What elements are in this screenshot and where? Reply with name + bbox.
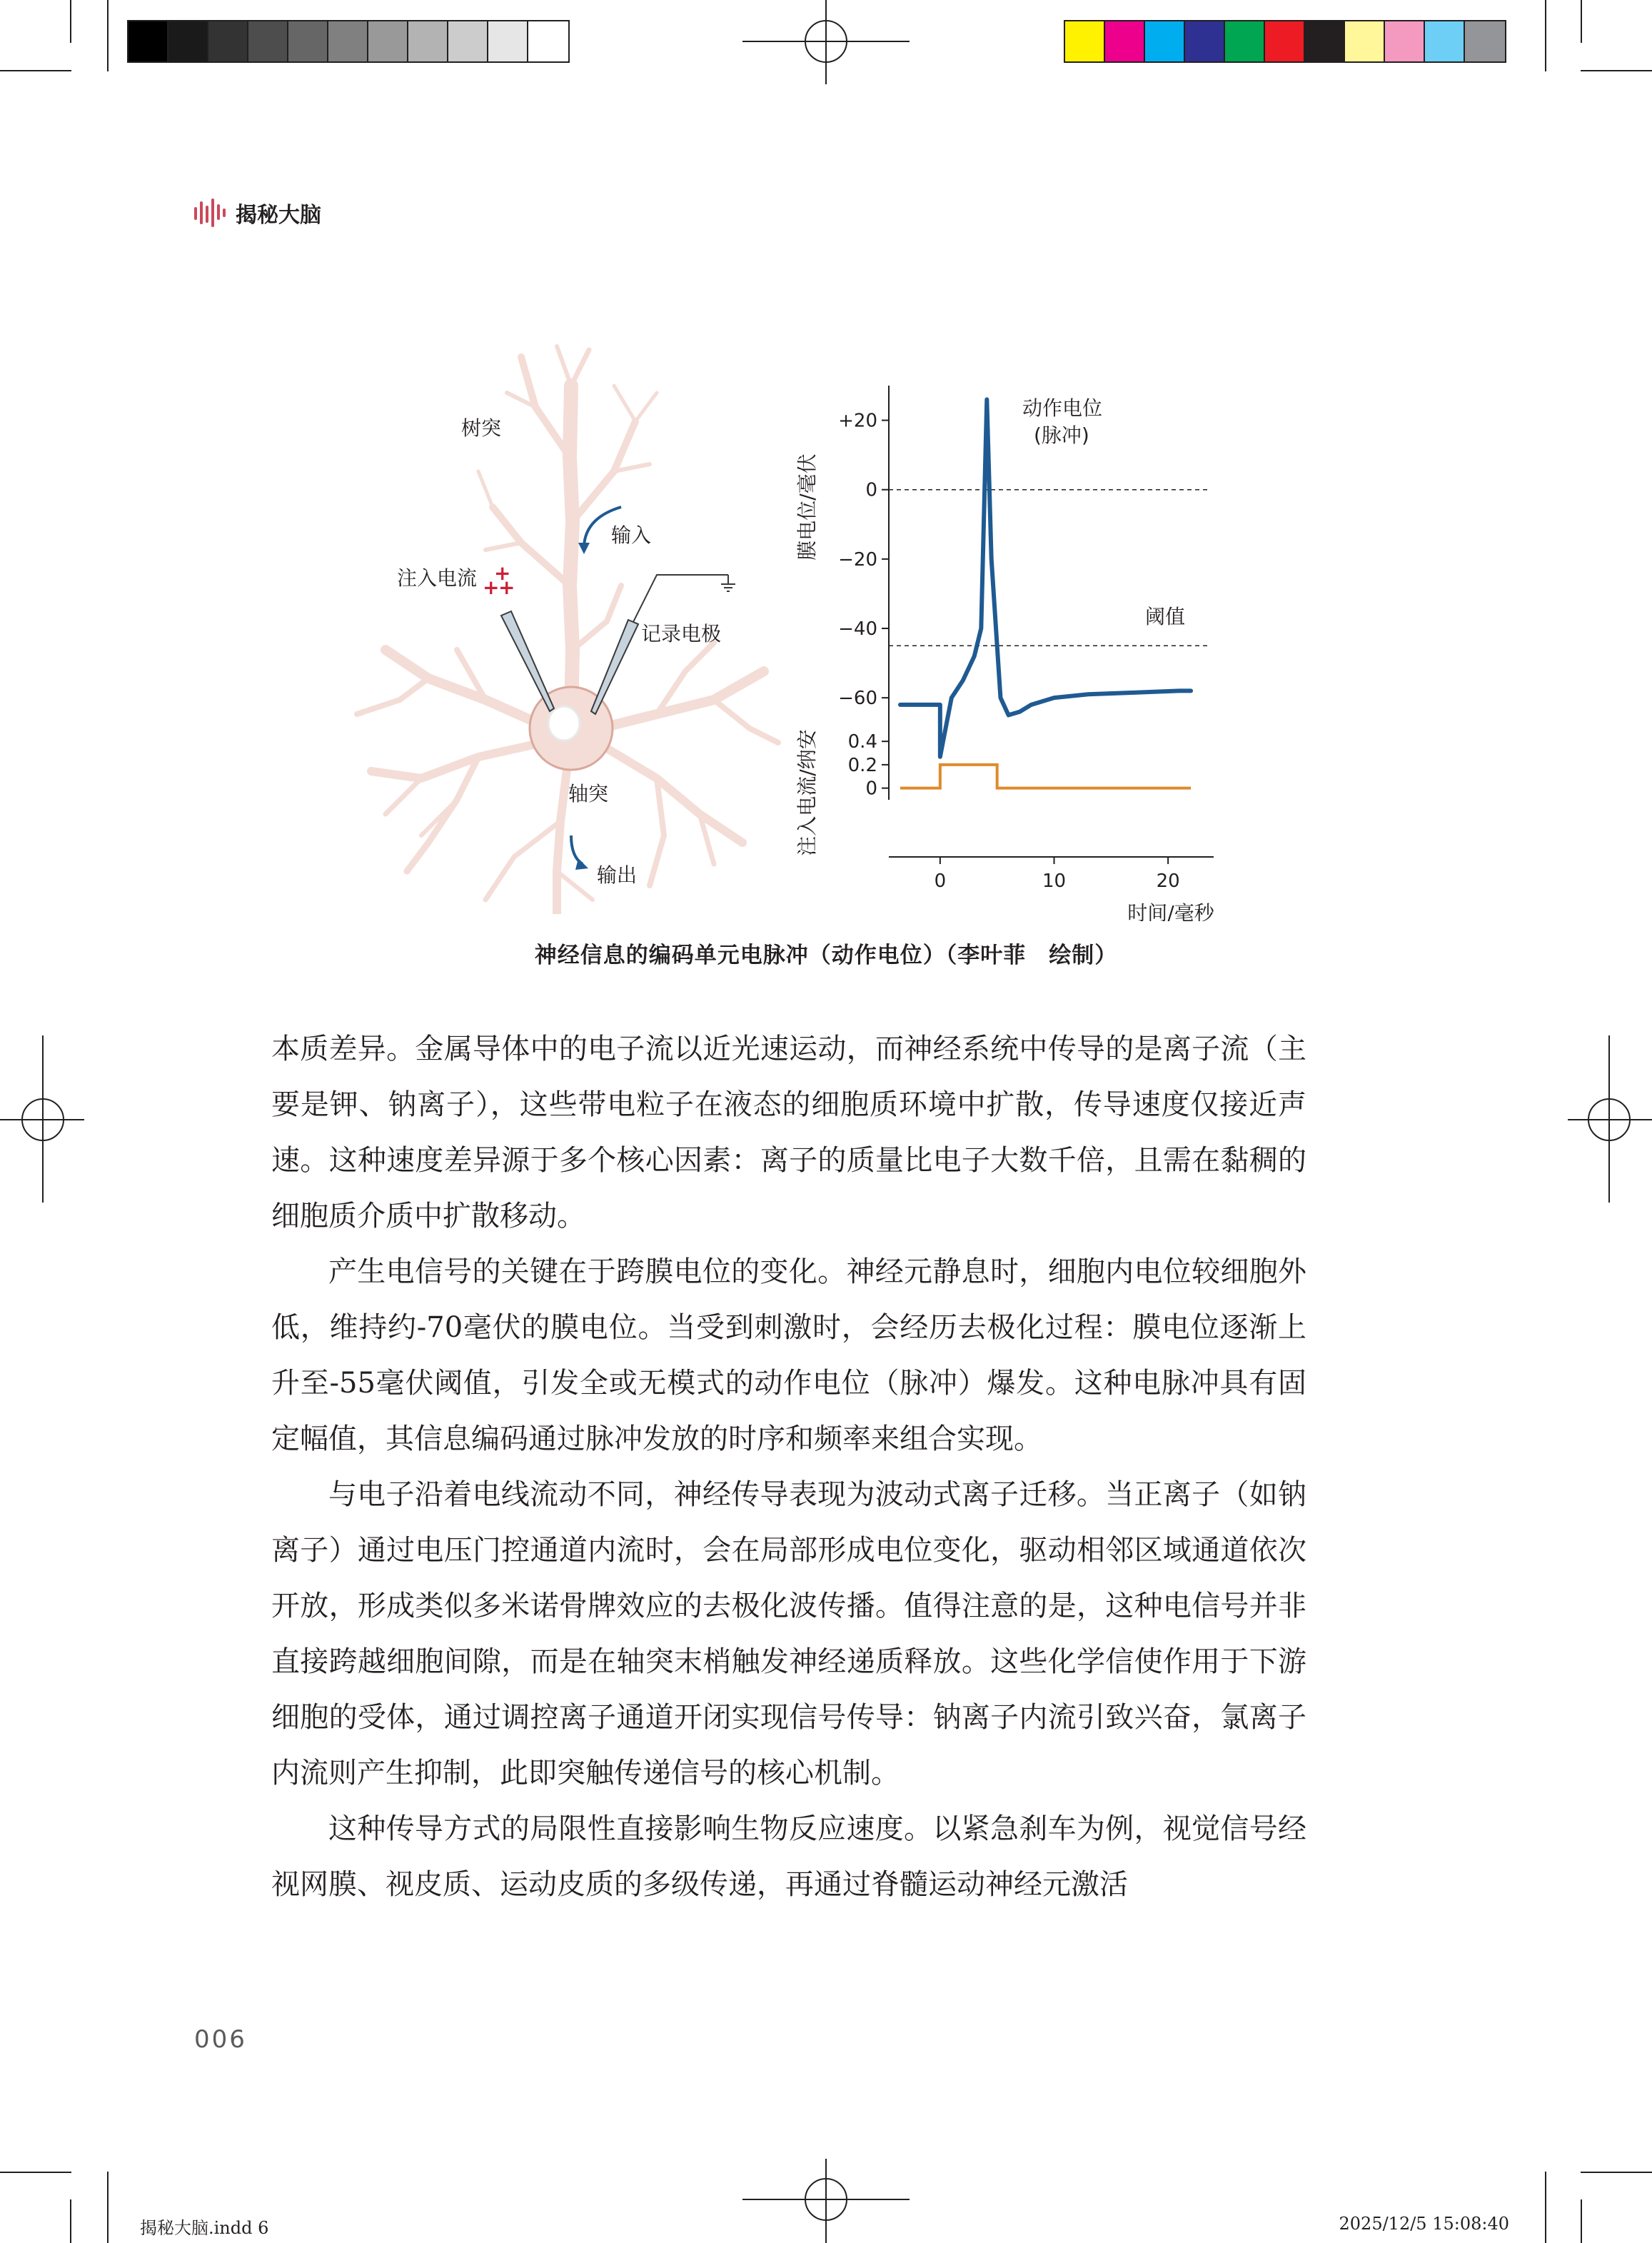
swatch-11 [528, 21, 568, 61]
swatch-11 [1465, 21, 1505, 61]
label-dendrite: 树突 [461, 416, 502, 440]
top-y-tick-label: −20 [838, 548, 877, 571]
paragraph-4: 这种传导方式的局限性直接影响生物反应速度。以紧急刹车为例，视觉信号经视网膜、视皮质、运动皮质的多级传递，再通过脊髓运动神经元激活 [271, 1812, 1306, 1901]
swatch-1 [129, 21, 168, 61]
plus-mark-2: + [483, 576, 500, 599]
x-axis-label: 时间/毫秒 [1127, 901, 1214, 921]
swatch-4 [248, 21, 288, 61]
swatch-10 [488, 21, 528, 61]
slug-timestamp: 2025/12/5 15:08:40 [1339, 2214, 1509, 2234]
top-y-axis-label: 膜电位/毫伏 [795, 453, 819, 561]
color-bar [1064, 20, 1506, 63]
swatch-8 [408, 21, 448, 61]
label-axon: 轴突 [568, 782, 609, 806]
bottom-y-axis-label: 注入电流/纳安 [795, 729, 819, 856]
figure-caption: 神经信息的编码单元电脉冲（动作电位）（李叶菲 绘制） [534, 943, 1118, 968]
label-pulse: (脉冲) [1034, 423, 1089, 447]
swatch-9 [1385, 21, 1425, 61]
swatch-5 [1225, 21, 1265, 61]
top-y-tick-label: −60 [838, 688, 877, 710]
paragraph-2: 产生电信号的关键在于跨膜电位的变化。神经元静息时，细胞内电位较细胞外低，维持约-70毫伏的膜电位。当受到刺激时，会经历去极化过程：膜电位逐渐上升至-55毫伏阈值，引发全或无模式的动作电位（脉冲）爆发。这种电脉冲具有固定幅值，其信息编码通过脉冲发放的时序和频率来组合实现。 [271, 1255, 1306, 1455]
swatch-6 [1265, 21, 1305, 61]
paragraph-1: 本质差异。金属导体中的电子流以近光速运动，而神经系统中传导的是离子流（主要是钾、钠离子），这些带电粒子在液态的细胞质环境中扩散，传导速度仅接近声速。这种速度差异源于多个核心因素：离子的质量比电子大数千倍，且需在黏稠的细胞质介质中扩散移动。 [271, 1033, 1306, 1233]
brainwave-icon [193, 197, 227, 229]
action-potential-chart [785, 371, 1242, 921]
label-input: 输入 [611, 523, 652, 547]
swatch-6 [328, 21, 368, 61]
swatch-7 [368, 21, 408, 61]
label-threshold: 阈值 [1145, 605, 1186, 628]
swatch-7 [1305, 21, 1345, 61]
bottom-y-tick-label: 0 [865, 778, 877, 800]
grayscale-bar [127, 20, 570, 63]
label-action-potential: 动作电位 [1022, 396, 1103, 420]
swatch-4 [1185, 21, 1225, 61]
x-tick-label: 20 [1156, 870, 1180, 892]
page-number: 006 [194, 2025, 247, 2054]
swatch-8 [1345, 21, 1385, 61]
top-y-tick-label: −40 [838, 618, 877, 640]
x-tick-label: 0 [934, 870, 947, 892]
top-y-tick-label: 0 [865, 479, 877, 501]
label-recording-electrode: 记录电极 [641, 622, 722, 646]
plus-mark-3: + [498, 576, 515, 599]
top-y-tick-label: +20 [838, 410, 877, 432]
running-header-title: 揭秘大脑 [236, 203, 321, 228]
x-tick-label: 10 [1042, 870, 1067, 892]
slug-filename: 揭秘大脑.indd 6 [140, 2218, 269, 2238]
bottom-y-tick-label: 0.4 [847, 731, 877, 753]
plus-mark-1: + [494, 561, 511, 585]
swatch-2 [168, 21, 208, 61]
label-output: 输出 [597, 863, 638, 887]
swatch-5 [288, 21, 328, 61]
swatch-3 [1145, 21, 1185, 61]
swatch-9 [448, 21, 488, 61]
swatch-2 [1105, 21, 1145, 61]
injected-current-line [900, 765, 1191, 788]
bottom-y-tick-label: 0.2 [847, 754, 877, 776]
running-header [193, 197, 321, 229]
label-inject-current: 注入电流 [397, 566, 478, 590]
paragraph-3: 与电子沿着电线流动不同，神经传导表现为波动式离子迁移。当正离子（如钠离子）通过电压门控通道内流时，会在局部形成电位变化，驱动相邻区域通道依次开放，形成类似多米诺骨牌效应的去极化波传播。值得注意的是，这种电信号并非直接跨越细胞间隙，而是在轴突末梢触发神经递质释放。这些化学信使作用于下游细胞的受体，通过调控离子通道开闭实现信号传导：钠离子内流引致兴奋，氯离子内流则产生抑制，此即突触传递信号的核心机制。 [271, 1478, 1306, 1790]
swatch-10 [1425, 21, 1465, 61]
swatch-1 [1065, 21, 1105, 61]
swatch-3 [208, 21, 248, 61]
body-text [271, 1021, 1306, 1912]
membrane-potential-line [900, 399, 1191, 756]
